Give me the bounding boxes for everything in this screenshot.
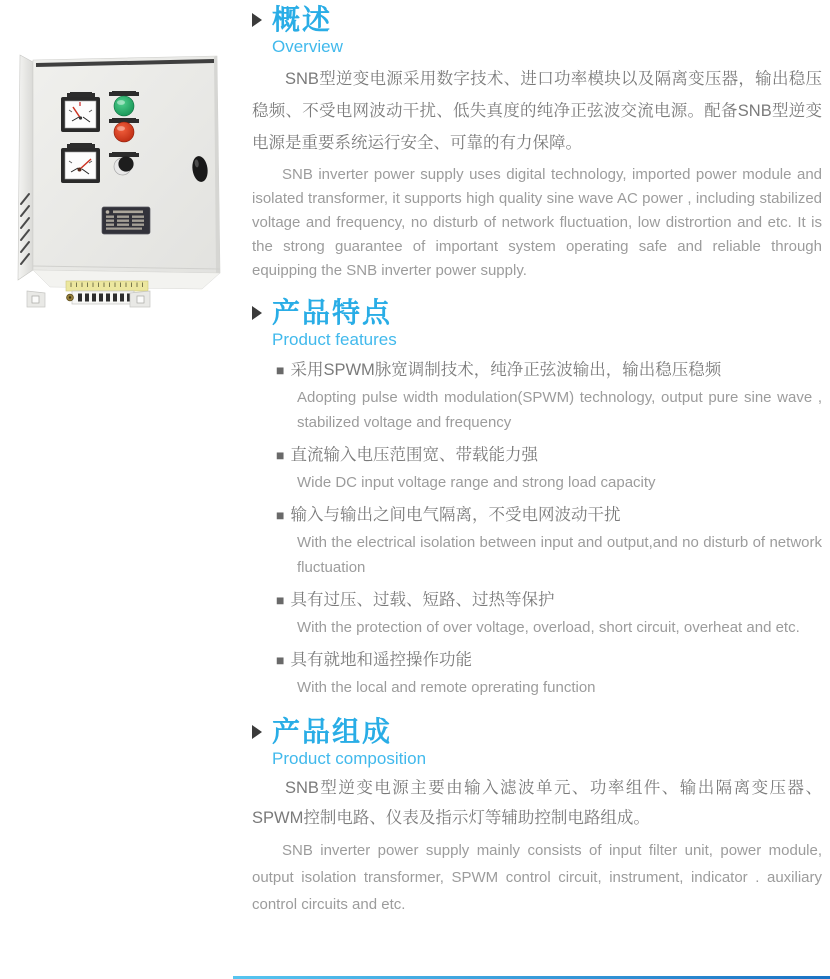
feature-en-text: With the protection of over voltage, overload, short circuit, overheat and etc.: [297, 619, 800, 636]
panel-meter-top-icon: [61, 92, 100, 132]
feature-zh: [276, 359, 822, 382]
feature-item: [252, 649, 822, 700]
feature-item: [252, 359, 822, 435]
composition-title-zh: 产品组成: [272, 716, 393, 747]
features-title-zh: 产品特点: [272, 297, 393, 328]
rating-nameplate: [102, 207, 150, 234]
overview-title-en: Overview: [272, 37, 343, 56]
mounting-foot-left: [27, 291, 45, 307]
overview-paragraph-zh: SNB型逆变电源采用数字技术、进口功率模块以及隔离变压器，输出稳压稳频、不受电网波动干扰、低失真度的纯净正弦波交流电源。配备SNB型逆变电源是重要系统运行安全、可靠的有力保障。: [252, 70, 822, 152]
overview-paragraph-en: SNB inverter power supply uses digital technology, imported power module and isolated transformer, it supports high quality sine wave AC power , including stabilized voltage and frequency, no disturb of network fluctuation, low distrortion and etc. It is the strong guarantee of important system operating safe and reliable through equipping the SNB inverter power supply.: [252, 166, 822, 279]
square-bullet-icon: ■: [276, 592, 285, 608]
square-bullet-icon: ■: [276, 652, 285, 668]
overview-header: [252, 4, 822, 57]
cabinet-illustration: [0, 30, 250, 320]
terminal-strip: [66, 281, 148, 291]
feature-en-text: Adopting pulse width modulation(SPWM) technology, output pure sine wave , stabilized voltage and frequency: [297, 389, 822, 431]
feature-zh-text: 采用SPWM脉宽调制技术，纯净正弦波输出，输出稳压稳频: [290, 361, 722, 379]
features-header: [252, 297, 822, 350]
feature-item: [252, 444, 822, 495]
section-overview: [252, 4, 822, 283]
triangle-marker-icon: [252, 13, 262, 27]
composition-title-en: Product composition: [272, 749, 427, 768]
feature-en-text: With the local and remote oprerating function: [297, 679, 596, 696]
composition-header: [252, 716, 822, 769]
feature-en-text: With the electrical isolation between input and output,and no disturb of network fluctuation: [297, 534, 822, 576]
feature-item: [252, 589, 822, 640]
feature-zh: [276, 504, 822, 527]
section-product-composition: [252, 716, 822, 918]
section-product-features: [252, 297, 822, 700]
composition-paragraph-en: SNB inverter power supply mainly consists of input filter unit, power module, output isolation transformer, SPWM control circuit, instrument, indicator . auxiliary control circuits and etc.: [252, 842, 822, 913]
feature-zh-text: 具有就地和遥控操作功能: [290, 651, 472, 669]
square-bullet-icon: ■: [276, 507, 285, 523]
feature-zh: [276, 649, 822, 672]
panel-meter-bottom-icon: [61, 143, 100, 183]
feature-zh-text: 输入与输出之间电气隔离，不受电网波动干扰: [290, 506, 621, 524]
feature-zh: [276, 444, 822, 467]
composition-paragraph-zh: SNB型逆变电源主要由输入滤波单元、功率组件、输出隔离变压器、SPWM控制电路、仪表及指示灯等辅助控制电路组成。: [252, 779, 822, 827]
square-bullet-icon: ■: [276, 447, 285, 463]
triangle-marker-icon: [252, 725, 262, 739]
product-photo-cabinet: [0, 30, 250, 320]
feature-item: [252, 504, 822, 580]
feature-en-text: Wide DC input voltage range and strong load capacity: [297, 474, 656, 491]
terminal-block: [67, 291, 134, 304]
feature-zh: [276, 589, 822, 612]
feature-zh-text: 直流输入电压范围宽、带载能力强: [290, 446, 538, 464]
overview-title-zh: 概述: [272, 4, 333, 35]
square-bullet-icon: ■: [276, 362, 285, 378]
triangle-marker-icon: [252, 306, 262, 320]
mounting-foot-right: [130, 291, 150, 307]
feature-zh-text: 具有过压、过载、短路、过热等保护: [290, 591, 555, 609]
features-title-en: Product features: [272, 330, 397, 349]
content-column: [252, 4, 822, 918]
